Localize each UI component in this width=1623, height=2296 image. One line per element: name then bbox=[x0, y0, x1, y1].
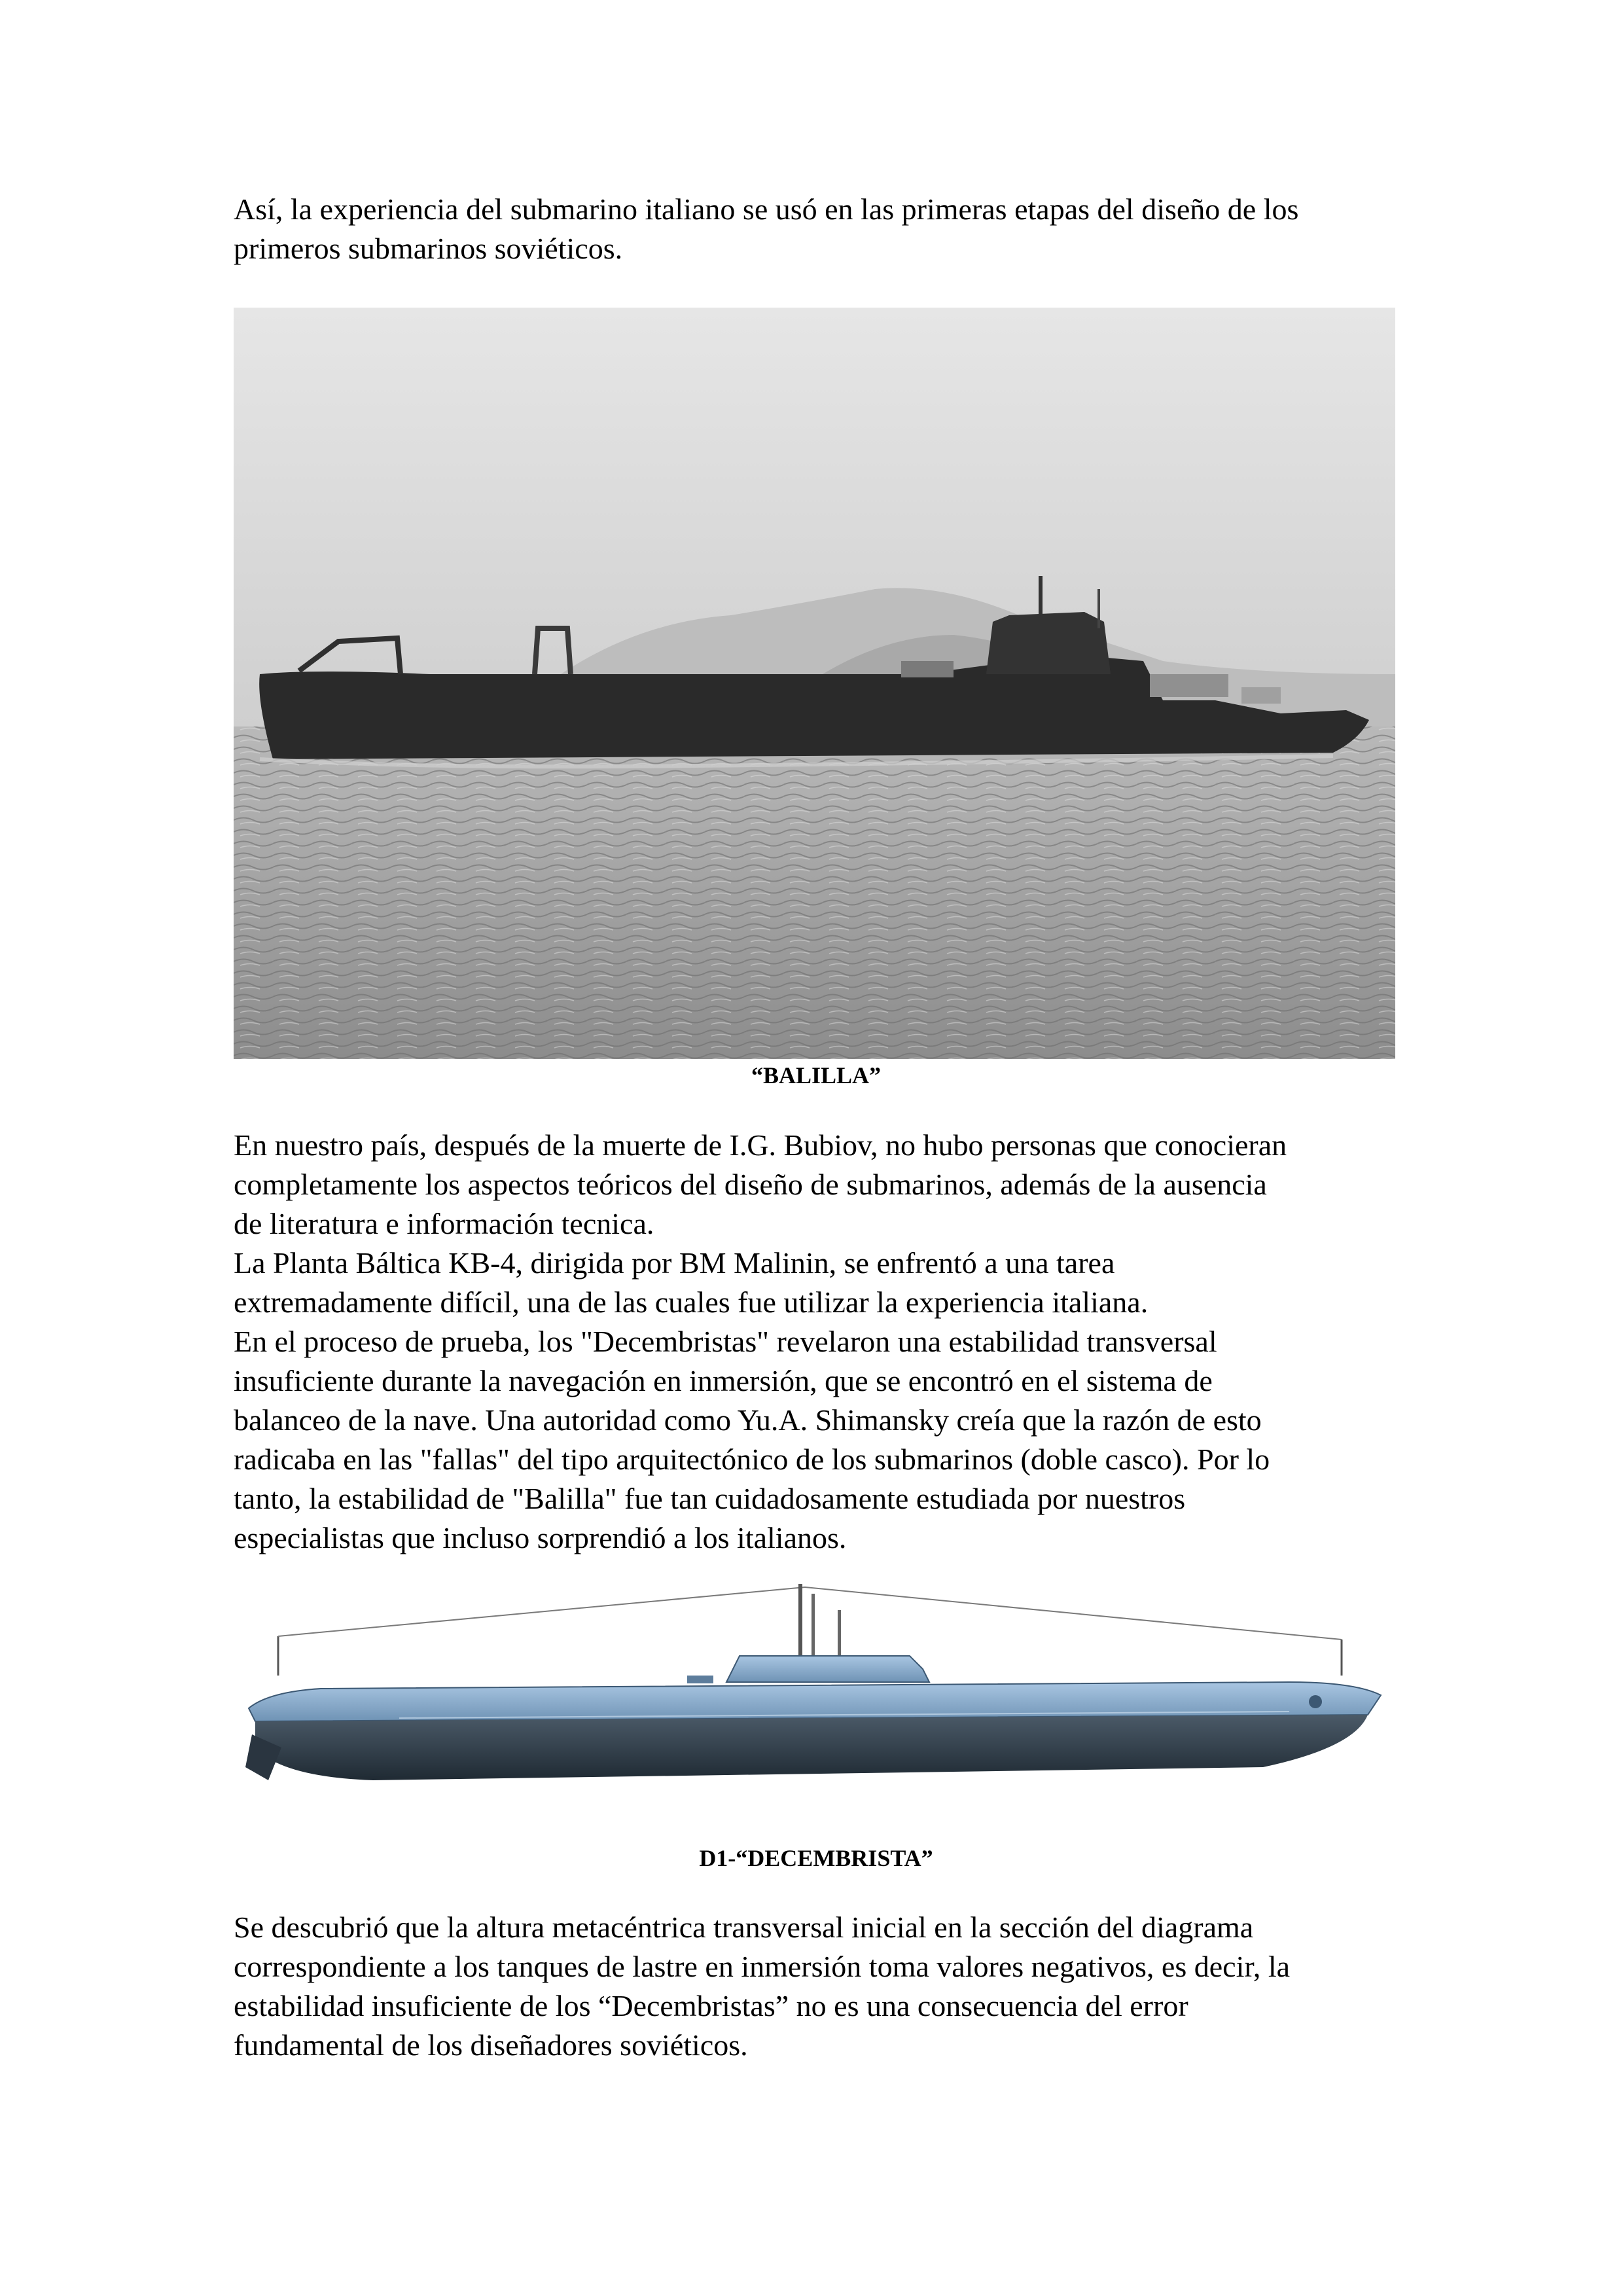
text-line: En nuestro país, después de la muerte de I.G. Bubiov, no hubo personas que conocieran bbox=[234, 1128, 1287, 1162]
text-line: completamente los aspectos teóricos del diseño de submarinos, además de la ausencia bbox=[234, 1168, 1267, 1201]
text-line: balanceo de la nave. Una autoridad como Yu.A. Shimansky creía que la razón de esto bbox=[234, 1403, 1262, 1437]
decembrista-drawing bbox=[242, 1584, 1394, 1806]
text-line: estabilidad insuficiente de los “Decembristas” no es una consecuencia del error bbox=[234, 1989, 1188, 2022]
intro-paragraph bbox=[234, 190, 1399, 268]
text-line: Se descubrió que la altura metacéntrica transversal inicial en la sección del diagrama bbox=[234, 1910, 1254, 1944]
text-line: especialistas que incluso sorprendió a los italianos. bbox=[234, 1521, 847, 1554]
text-line: insuficiente durante la navegación en inmersión, que se encontró en el sistema de bbox=[234, 1364, 1213, 1397]
balilla-photo-drawing bbox=[234, 308, 1395, 1059]
balilla-caption: “BALILLA” bbox=[751, 1062, 882, 1088]
closing-paragraph bbox=[234, 1908, 1399, 2065]
text-line: fundamental de los diseñadores soviéticos. bbox=[234, 2028, 748, 2062]
text-line: de literatura e información tecnica. bbox=[234, 1207, 654, 1240]
text-line: tanto, la estabilidad de "Balilla" fue tan cuidadosamente estudiada por nuestros bbox=[234, 1482, 1186, 1515]
middle-paragraph bbox=[234, 1126, 1399, 1558]
text-line: radicaba en las "fallas" del tipo arquitectónico de los submarinos (doble casco). Por lo bbox=[234, 1443, 1270, 1476]
text-line: La Planta Báltica KB-4, dirigida por BM Malinin, se enfrentó a una tarea bbox=[234, 1246, 1115, 1280]
text-line: extremadamente difícil, una de las cuales fue utilizar la experiencia italiana. bbox=[234, 1285, 1149, 1319]
decembrista-illustration bbox=[242, 1584, 1394, 1806]
text-line: correspondiente a los tanques de lastre en inmersión toma valores negativos, es decir, la bbox=[234, 1950, 1291, 1983]
text-line: primeros submarinos soviéticos. bbox=[234, 232, 623, 265]
balilla-photo bbox=[234, 308, 1395, 1059]
text-line: Así, la experiencia del submarino italiano se usó en las primeras etapas del diseño de los bbox=[234, 192, 1299, 226]
text-line: En el proceso de prueba, los "Decembristas" revelaron una estabilidad transversal bbox=[234, 1325, 1217, 1358]
decembrista-caption: D1-“DECEMBRISTA” bbox=[699, 1845, 933, 1871]
